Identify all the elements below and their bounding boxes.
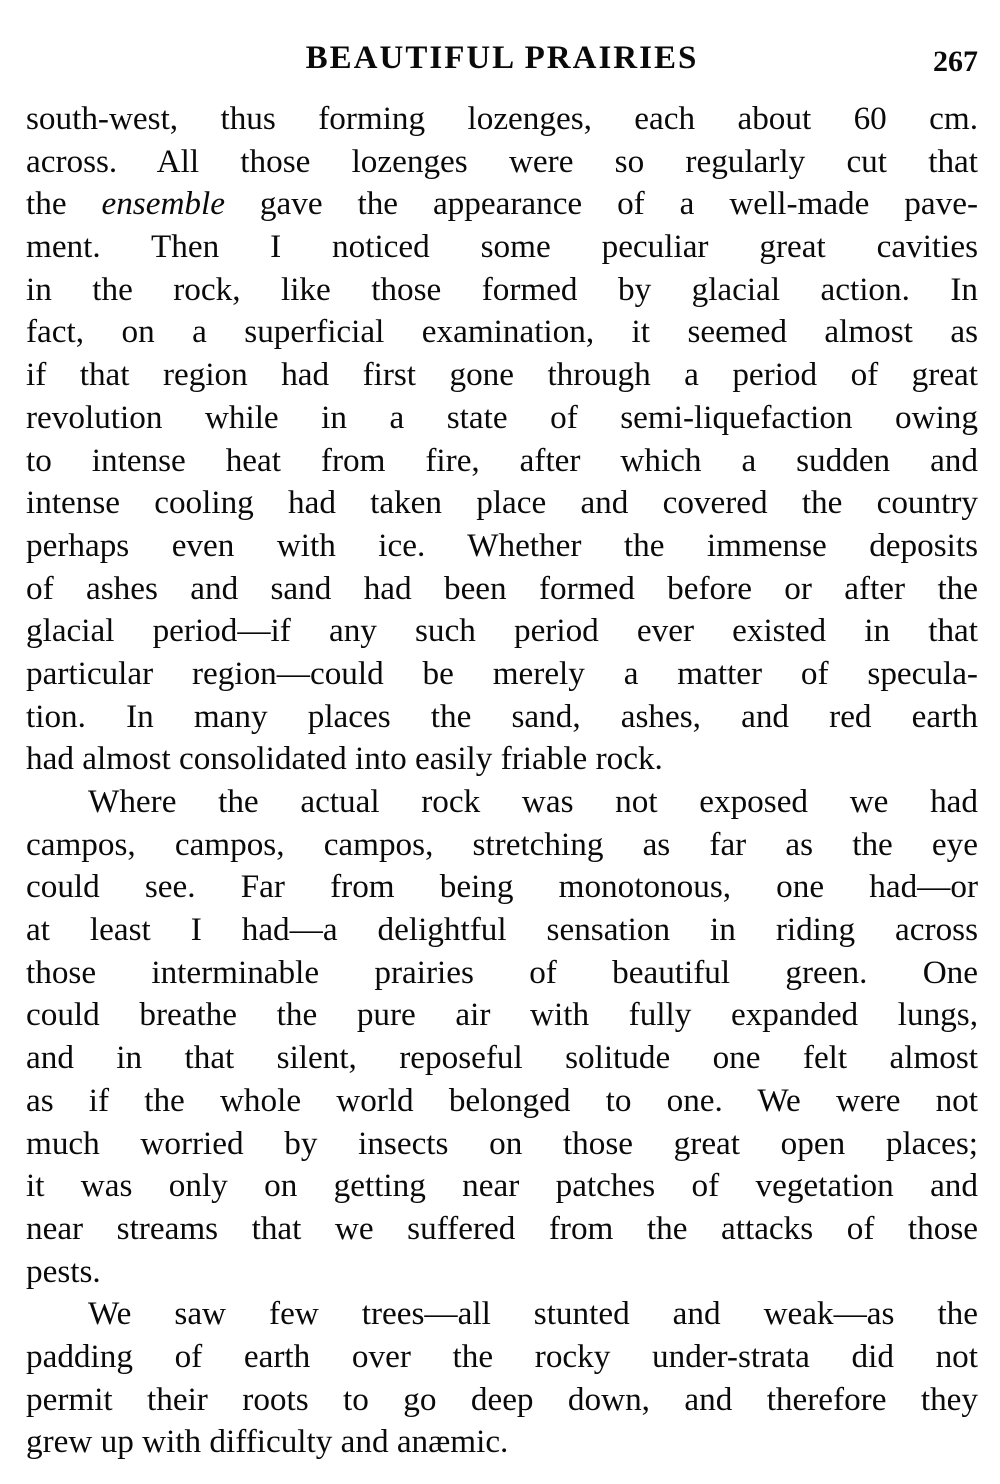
text-line: could breathe the pure air with fully expanded lungs,	[26, 996, 978, 1034]
running-head	[26, 38, 978, 82]
italic-word: ensemble	[101, 185, 225, 223]
book-page	[26, 0, 978, 1484]
text-line: in the rock, like those formed by glacial action. In	[26, 270, 978, 308]
text-line: those interminable prairies of beautiful green. One	[26, 953, 978, 991]
body-text	[26, 98, 978, 1464]
text-line: much worried by insects on those great open places;	[26, 1124, 978, 1162]
text-line: could see. Far from being monotonous, one had—or	[26, 868, 978, 906]
text-line: south-west, thus forming lozenges, each about 60 cm.	[26, 100, 978, 137]
text-line: tion. In many places the sand, ashes, and red earth	[26, 697, 978, 735]
text-line: to intense heat from fire, after which a sudden and	[26, 441, 978, 479]
text-line: of ashes and sand had been formed before or after the	[26, 569, 978, 607]
text-line: at least I had—a delightful sensation in riding across	[26, 911, 978, 949]
text-line: pests.	[26, 1252, 101, 1290]
text-line: if that region had first gone through a period of great	[26, 356, 978, 394]
running-title: BEAUTIFUL PRAIRIES	[305, 40, 699, 76]
text-line: fact, on a superficial examination, it seemed almost as	[26, 313, 978, 351]
text-line: ment. Then I noticed some peculiar great cavities	[26, 228, 978, 266]
text-line: grew up with difficulty and anæmic.	[26, 1423, 509, 1461]
text-line: near streams that we suffered from the attacks of those	[26, 1209, 978, 1247]
text-line: as if the whole world belonged to one. We were not	[26, 1081, 978, 1119]
text-line	[26, 183, 978, 226]
text-line: Where the actual rock was not exposed we had	[88, 783, 978, 820]
text-line: it was only on getting near patches of vegetation and	[26, 1167, 978, 1205]
text-line: We saw few trees—all stunted and weak—as the	[88, 1295, 978, 1333]
text-line: perhaps even with ice. Whether the immense deposits	[26, 526, 978, 564]
text-fragment: gave the appearance of a well-made pave-	[224, 185, 978, 223]
page-number: 267	[933, 45, 978, 78]
text-line: and in that silent, reposeful solitude one felt almost	[26, 1039, 978, 1077]
text-line: had almost consolidated into easily friable rock.	[26, 740, 663, 778]
text-line: particular region—could be merely a matter of specula-	[26, 654, 978, 692]
text-line: padding of earth over the rocky under-strata did not	[26, 1337, 978, 1375]
text-fragment: the	[26, 185, 102, 223]
text-line: across. All those lozenges were so regularly cut that	[26, 142, 978, 180]
text-line: permit their roots to go deep down, and therefore they	[26, 1380, 978, 1418]
text-line: glacial period—if any such period ever existed in that	[26, 612, 978, 650]
text-line: campos, campos, campos, stretching as far as the eye	[26, 825, 978, 863]
text-line: intense cooling had taken place and covered the country	[26, 484, 978, 522]
text-line: revolution while in a state of semi-liquefaction owing	[26, 398, 978, 436]
